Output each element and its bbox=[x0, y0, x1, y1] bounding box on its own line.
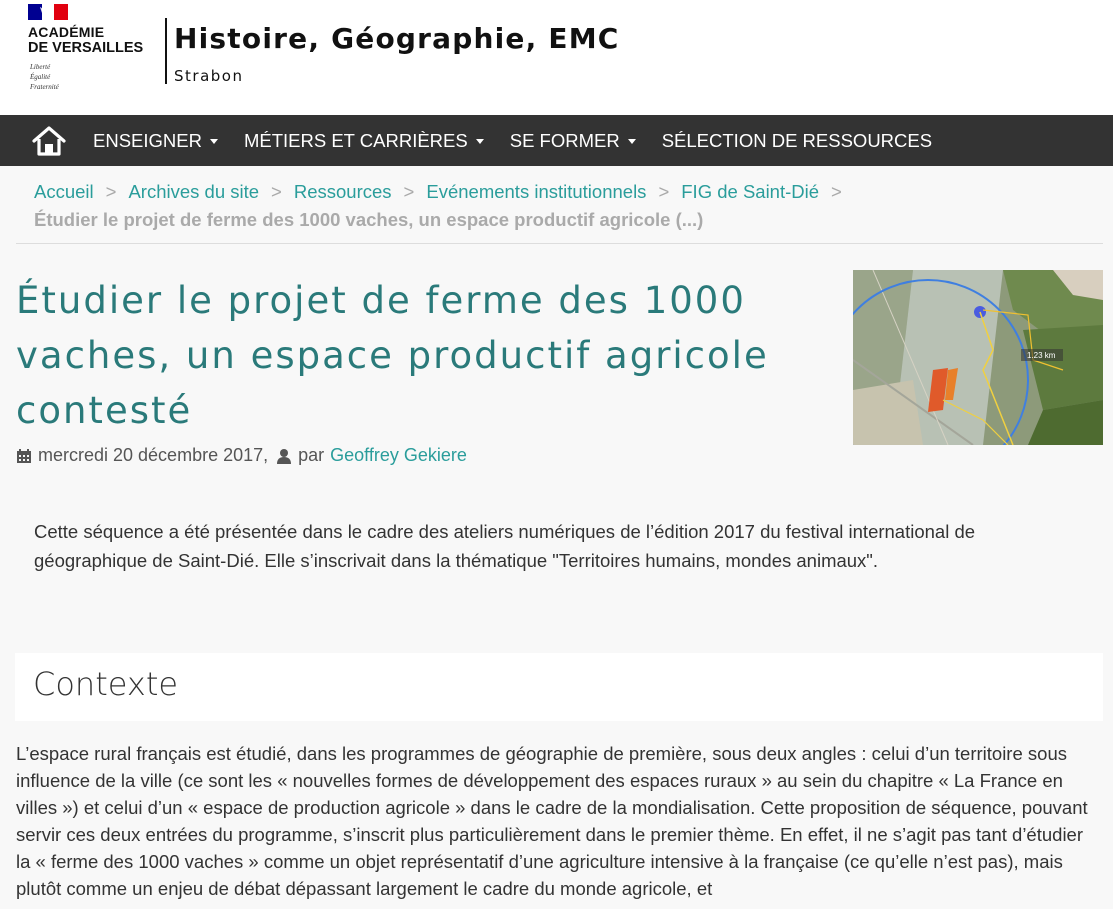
main-nav bbox=[0, 115, 1113, 166]
home-button[interactable] bbox=[30, 124, 68, 158]
article-title: Étudier le projet de ferme des 1000 vaches, un espace productif agricole contesté bbox=[16, 279, 769, 432]
breadcrumb-separator: > bbox=[403, 181, 415, 202]
article-intro: Cette séquence a été présentée dans le cadre des ateliers numériques de l’édition 2017 du festival international de géographique de Saint-Dié. Elle s’inscrivait dans la thématique "Territoires humains, mondes animaux". bbox=[34, 521, 976, 571]
logo-text-line2: DE VERSAILLES bbox=[28, 40, 144, 56]
caret-down-icon bbox=[476, 139, 484, 144]
article-thumbnail[interactable] bbox=[853, 270, 1103, 445]
site-subtitle: Strabon bbox=[174, 67, 244, 85]
breadcrumb-link-archives[interactable]: Archives du site bbox=[128, 181, 260, 202]
site-header bbox=[0, 0, 1113, 115]
nav-item-label: SE FORMER bbox=[509, 129, 620, 151]
caret-down-icon bbox=[210, 139, 218, 144]
home-icon bbox=[30, 124, 68, 158]
article-date: mercredi 20 décembre 2017, bbox=[38, 445, 269, 465]
map-scale-label: 1.23 km bbox=[1027, 351, 1056, 360]
breadcrumb-divider bbox=[16, 243, 1103, 244]
nav-item-ressources[interactable] bbox=[649, 115, 945, 166]
breadcrumb-separator: > bbox=[105, 181, 117, 202]
article-body: L’espace rural français est étudié, dans les programmes de géographie de première, sous deux angles : celui d’un territoire sous influence de la ville (ce sont les « nouvelles formes de développement des espaces ruraux » au sein du chapitre « La France en villes ») et celui d’un « espace de production agricole » dans le cadre de la mondialisation. Cette proposition de séquence, pouvant servir ces deux entrées du programme, s’inscrit plus particulièrement dans le premier thème. En effet, il ne s’agit pas tant d’étudier la « ferme des 1000 vaches » comme un objet représentatif d’une agriculture intensive à la française (ce qu’elle n’est pas), mais plutôt comme un enjeu de débat dépassant largement le cadre du monde agricole, et bbox=[16, 743, 1088, 899]
breadcrumb-separator: > bbox=[658, 181, 670, 202]
satellite-map-image bbox=[853, 270, 1103, 445]
motto-liberte: Liberté bbox=[30, 63, 51, 71]
article-by-label: par bbox=[298, 445, 325, 465]
logo-text-line1: ACADÉMIE bbox=[28, 24, 105, 40]
motto-egalite: Égalité bbox=[30, 73, 51, 81]
caret-down-icon bbox=[628, 139, 636, 144]
breadcrumb-link-evenements[interactable]: Evénements institutionnels bbox=[426, 181, 647, 202]
academie-logo[interactable] bbox=[22, 2, 162, 102]
nav-item-enseigner[interactable] bbox=[80, 115, 231, 166]
logo-motto bbox=[30, 62, 59, 92]
calendar-icon bbox=[16, 448, 32, 464]
nav-item-se-former[interactable] bbox=[497, 115, 649, 166]
breadcrumb-link-accueil[interactable]: Accueil bbox=[34, 181, 94, 202]
breadcrumb-separator: > bbox=[271, 181, 282, 202]
breadcrumb-link-fig[interactable]: FIG de Saint-Dié bbox=[681, 181, 820, 202]
nav-item-metiers[interactable] bbox=[231, 115, 497, 166]
section-header-box bbox=[15, 653, 1103, 721]
user-icon bbox=[276, 448, 292, 464]
nav-item-label: ENSEIGNER bbox=[93, 129, 202, 151]
author-link[interactable]: Geoffrey Gekiere bbox=[330, 445, 467, 465]
breadcrumb-separator: > bbox=[831, 181, 842, 202]
marianne-flag-icon bbox=[28, 4, 68, 22]
section-heading: Contexte bbox=[33, 665, 179, 703]
nav-item-label: MÉTIERS ET CARRIÈRES bbox=[243, 129, 468, 151]
motto-fraternite: Fraternité bbox=[30, 83, 59, 91]
header-divider bbox=[165, 18, 167, 84]
breadcrumb bbox=[34, 178, 1094, 234]
nav-item-label: SÉLECTION DE RESSOURCES bbox=[661, 129, 933, 151]
breadcrumb-link-ressources[interactable]: Ressources bbox=[293, 181, 392, 202]
article-meta bbox=[16, 445, 467, 466]
nav-items bbox=[80, 115, 945, 166]
breadcrumb-current: Étudier le projet de ferme des 1000 vaches, un espace productif agricole (...) bbox=[34, 209, 704, 230]
site-title[interactable]: Histoire, Géographie, EMC bbox=[174, 22, 620, 55]
